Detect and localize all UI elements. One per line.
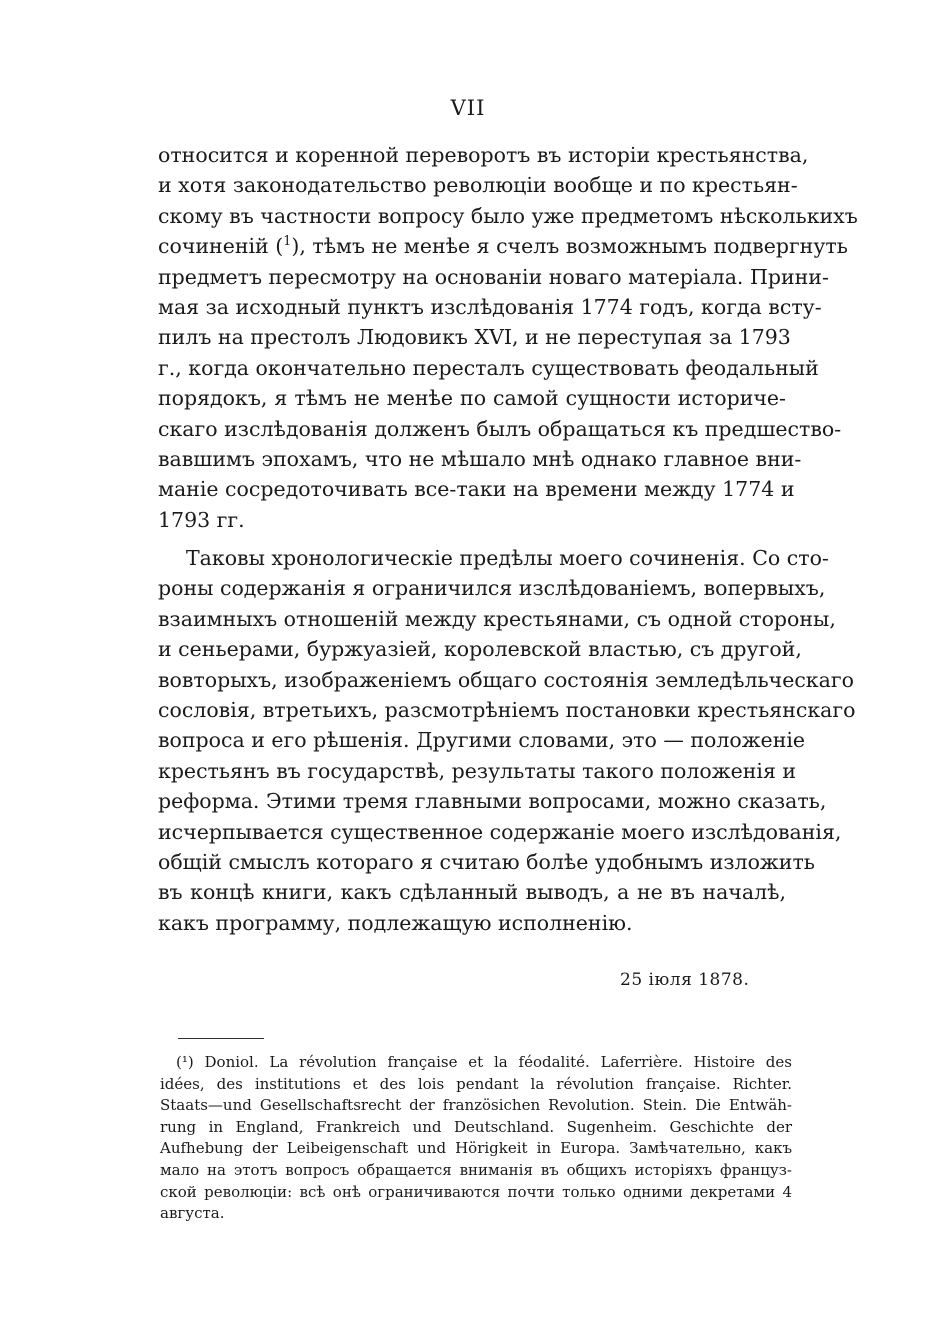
text-line: исчерпывается существенное содержаніе моего изслѣдованія, [158,819,842,844]
text-line: порядокъ, я тѣмъ не менѣе по самой сущности историче- [158,386,786,411]
footnote-marker-label: (¹) [176,1053,194,1071]
footnote-text: Doniol. La révolution française et la féodalité. Laferrière. Histoire des [204,1053,792,1071]
text-line: вовторыхъ, изображеніемъ общаго состоянія земледѣльческаго [158,667,854,692]
text-fragment: сочиненій ( [158,234,284,259]
paragraph-gap [158,535,786,543]
text-line: общій смыслъ котораго я считаю болѣе удобнымъ изложить [158,849,815,874]
text-line: крестьянъ въ государствѣ, результаты такого положенія и [158,758,797,783]
footnote-line: Staats—und Gesellschaftsrecht der französichen Revolution. Stein. Die Entwäh- [160,1096,792,1115]
text-line: вавшимъ эпохамъ, что не мѣшало мнѣ однако главное вни- [158,446,802,471]
text-line: и сеньерами, буржуазіей, королевской властью, съ другой, [158,637,802,662]
main-text [158,140,858,938]
footnote-line: мало на этотъ вопросъ обращается вниманія въ общихъ исторіяхъ француз- [160,1160,792,1179]
text-line: маніе сосредоточивать все-таки на времени между 1774 и [158,477,795,502]
text-line: скаго изслѣдованія долженъ былъ обращаться къ предшество- [158,416,842,441]
footnote-line: ской революціи: всѣ онѣ ограничиваются почти только одними декретами 4 [160,1182,792,1201]
page-number: VII [450,96,486,120]
text-line: г., когда окончательно пересталъ существовать феодальный [158,355,819,380]
footnote-divider [178,1038,264,1039]
footnote-line: rung in England, Frankreich und Deutschland. Sugenheim. Geschichte der [160,1117,792,1136]
footnote-marker[interactable]: 1 [283,233,292,249]
text-line: пилъ на престолъ Людовикъ XVI, и не переступая за 1793 [158,325,791,350]
text-line: мая за исходный пунктъ изслѣдованія 1774 годъ, когда всту- [158,294,822,319]
text-line: относится и коренной переворотъ въ исторіи крестьянства, [158,143,809,167]
footnote-line [160,1052,792,1074]
footnote [160,1052,792,1225]
text-line: и хотя законодательство революціи вообще и по крестьян- [158,173,798,198]
footnote-line: Aufhebung der Leibeigenschaft und Hörigkeit in Europa. Замѣчательно, какъ [160,1139,792,1158]
text-line: 1793 гг. [158,507,245,532]
text-line: предметъ пересмотру на основаніи новаго матеріала. Прини- [158,264,829,289]
text-line: въ концѣ книги, какъ сдѣланный выводъ, а не въ началѣ, [158,880,786,905]
date: 25 іюля 1878. [620,970,750,990]
text-line: скому въ частности вопросу было уже предметомъ нѣсколькихъ [158,203,858,228]
footnote-line: августа. [160,1204,225,1223]
text-line-with-footnote [158,231,848,261]
text-line: Таковы хронологическіе предѣлы моего сочиненія. Со сто- [186,546,829,571]
text-line: взаимныхъ отношеній между крестьянами, съ одной стороны, [158,606,836,631]
text-line: какъ программу, подлежащую исполненію. [158,910,633,935]
text-line: реформа. Этими тремя главными вопросами, можно сказать, [158,789,827,814]
text-line: вопроса и его рѣшенія. Другими словами, это — положеніе [158,728,806,753]
footnote-line: idées, des institutions et des lois pendant la révolution française. Richter. [160,1074,792,1093]
text-line: сословія, втретьихъ, разсмотрѣніемъ постановки крестьянскаго [158,698,856,723]
text-line: роны содержанія я ограничился изслѣдованіемъ, вопервыхъ, [158,576,826,601]
text-fragment: ), тѣмъ не менѣе я счелъ возможнымъ подвергнуть [291,234,848,259]
